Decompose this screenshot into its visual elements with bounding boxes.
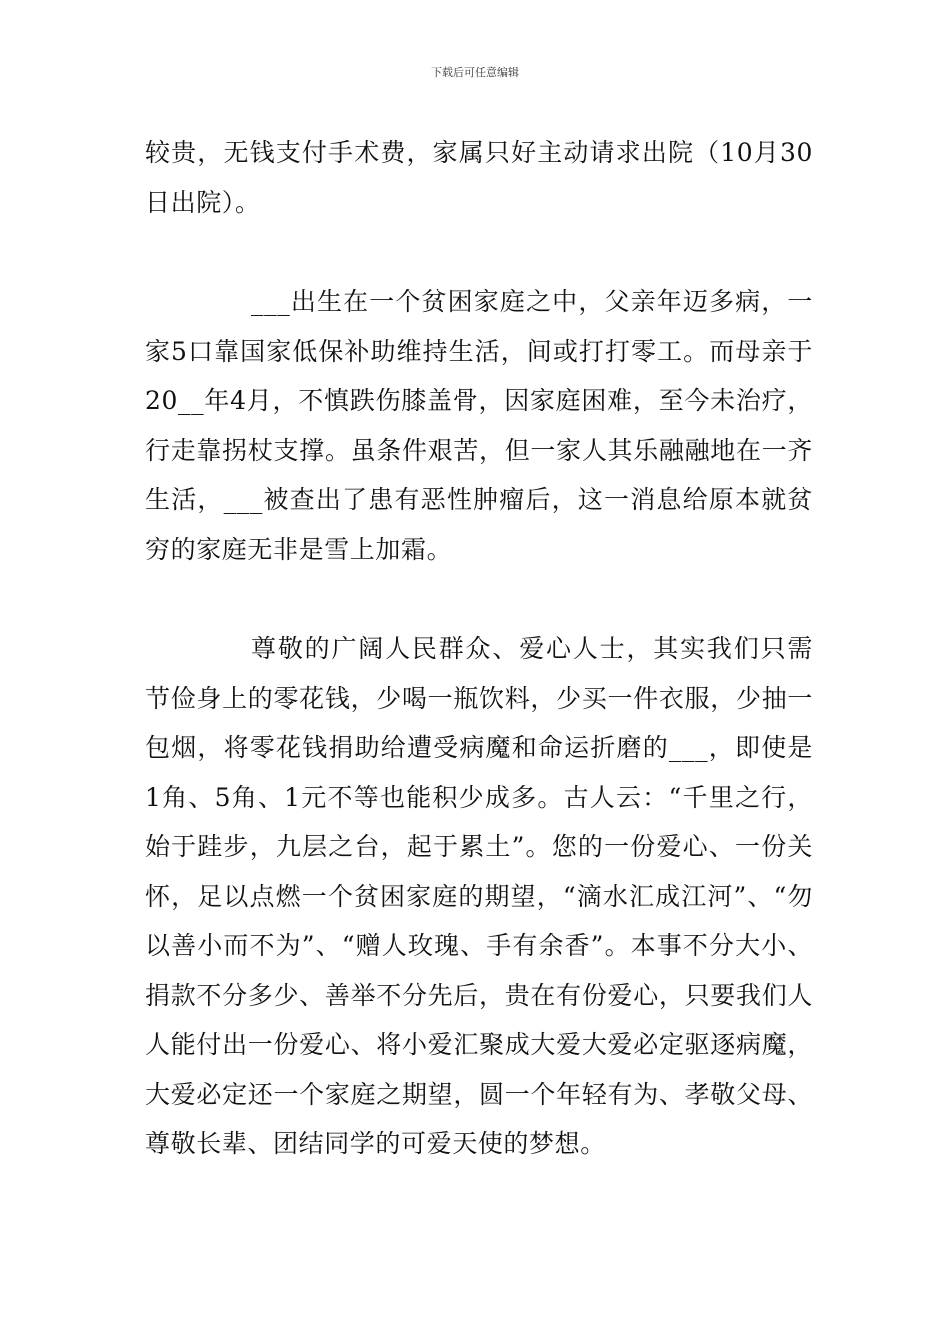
document-body: [145, 128, 813, 1169]
paragraph-1: 较贵，无钱支付手术费，家属只好主动请求出院（10月30日出院）。: [145, 138, 813, 217]
page-header-note: 下载后可任意编辑: [431, 66, 519, 79]
paragraph-2: ___出生在一个贫困家庭之中，父亲年迈多病，一家5口靠国家低保补助维持生活，间或打打零工。而母亲于20__年4月，不慎跌伤膝盖骨，因家庭困难，至今未治疗，行走靠拐杖支撑。虽条件艰苦，但一家人其乐融融地在一齐生活，___被查出了患有恶性肿瘤后，这一消息给原本就贫穷的家庭无非是雪上加霜。: [145, 287, 813, 564]
paragraph-3: 尊敬的广阔人民群众、爱心人士，其实我们只需节俭身上的零花钱，少喝一瓶饮料，少买一件衣服，少抽一包烟，将零花钱捐助给遭受病魔和命运折磨的___，即使是1角、5角、1元不等也能积少成多。古人云：“千里之行，始于跬步，九层之台，起于累土”。您的一份爱心、一份关怀，足以点燃一个贫困家庭的期望，“滴水汇成江河”、“勿以善小而不为”、“赠人玫瑰、手有余香”。本事不分大小、捐款不分多少、善举不分先后，贵在有份爱心，只要我们人人能付出一份爱心、将小爱汇聚成大爱大爱必定驱逐病魔，大爱必定还一个家庭之期望，圆一个年轻有为、孝敬父母、尊敬长辈、团结同学的可爱天使的梦想。: [145, 634, 813, 1158]
